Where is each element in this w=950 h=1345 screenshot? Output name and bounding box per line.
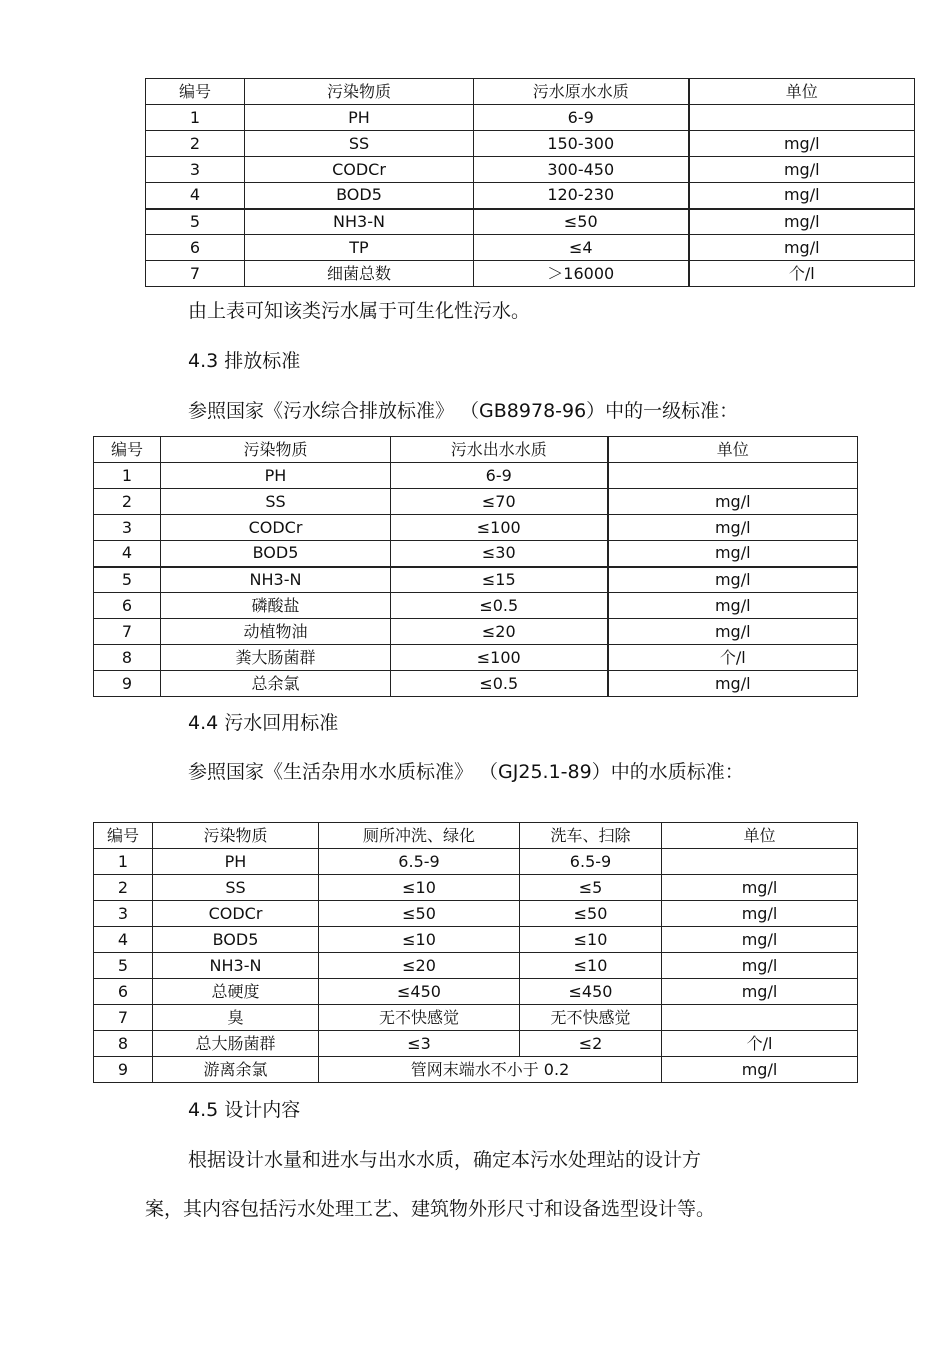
table-cell: 150-300 [474, 131, 689, 157]
table-row [94, 671, 858, 697]
table-cell: ≤10 [520, 927, 662, 953]
table-cell: ≤50 [474, 209, 689, 235]
table-cell: 6.5-9 [319, 849, 520, 875]
table-cell: 6 [94, 979, 153, 1005]
table-cell: 总硬度 [153, 979, 319, 1005]
table-row [94, 463, 858, 489]
table-cell: CODCr [245, 157, 474, 183]
table-cell: 300-450 [474, 157, 689, 183]
table-cell: mg/l [608, 567, 858, 593]
table-cell: ≤70 [391, 489, 608, 515]
table-cell: 磷酸盐 [161, 593, 391, 619]
table-cell: mg/l [689, 131, 915, 157]
table-cell: 1 [94, 849, 153, 875]
table-header-row [146, 79, 915, 105]
table-cell: 动植物油 [161, 619, 391, 645]
table-row [94, 515, 858, 541]
table-cell: ≤450 [319, 979, 520, 1005]
table-cell: ≤2 [520, 1031, 662, 1057]
merged-table-cell: 管网末端水不小于 0.2 [319, 1057, 662, 1083]
table-row [94, 927, 858, 953]
table-cell: mg/l [662, 979, 858, 1005]
table-row [94, 979, 858, 1005]
table-cell: 7 [146, 261, 245, 287]
table-cell: NH3-N [153, 953, 319, 979]
table-cell: 4 [94, 927, 153, 953]
table-cell: PH [161, 463, 391, 489]
table-cell: 6-9 [391, 463, 608, 489]
table-cell: 7 [94, 1005, 153, 1031]
discharge-standard-reference: 参照国家《污水综合排放标准》 （GB8978-96）中的一级标准： [188, 400, 739, 422]
table-header-row [94, 823, 858, 849]
table-cell: mg/l [662, 901, 858, 927]
raw-water-quality-table [145, 78, 915, 287]
header-cell: 污染物质 [245, 79, 474, 105]
table-cell: ≤0.5 [391, 671, 608, 697]
table-cell: 4 [94, 541, 161, 567]
header-cell: 污染物质 [153, 823, 319, 849]
table-cell: 6-9 [474, 105, 689, 131]
table-row [146, 105, 915, 131]
table-cell: mg/l [689, 157, 915, 183]
table-cell: NH3-N [245, 209, 474, 235]
table-cell: 7 [94, 619, 161, 645]
table-cell: 无不快感觉 [520, 1005, 662, 1031]
section-heading-4-5: 4.5 设计内容 [188, 1099, 301, 1121]
table-row [146, 131, 915, 157]
table-cell: ≤100 [391, 515, 608, 541]
table-cell: BOD5 [161, 541, 391, 567]
table-cell: 3 [94, 515, 161, 541]
table-cell: ≤50 [520, 901, 662, 927]
table-cell: 5 [94, 567, 161, 593]
section-heading-4-3: 4.3 排放标准 [188, 350, 301, 372]
header-cell: 单位 [608, 437, 858, 463]
table-cell: 6 [94, 593, 161, 619]
table-cell: CODCr [161, 515, 391, 541]
table-cell: ≤10 [319, 875, 520, 901]
table-cell: 3 [94, 901, 153, 927]
table-cell: mg/l [608, 489, 858, 515]
table-cell: mg/l [608, 619, 858, 645]
table-cell: mg/l [608, 593, 858, 619]
table-cell: 个/l [662, 1031, 858, 1057]
table-cell: PH [245, 105, 474, 131]
table-row [94, 567, 858, 593]
table-cell: ≤30 [391, 541, 608, 567]
table-cell: 9 [94, 671, 161, 697]
table-cell: NH3-N [161, 567, 391, 593]
discharge-standard-table [93, 436, 858, 697]
table-row [94, 593, 858, 619]
table-row [94, 1005, 858, 1031]
table-cell: 细菌总数 [245, 261, 474, 287]
table-row [94, 953, 858, 979]
header-cell: 单位 [689, 79, 915, 105]
table-cell: 2 [94, 489, 161, 515]
table-cell [662, 1005, 858, 1031]
table-row [146, 157, 915, 183]
design-content-paragraph-line2: 案，其内容包括污水处理工艺、建筑物外形尺寸和设备选型设计等。 [145, 1198, 716, 1220]
table-cell: 8 [94, 645, 161, 671]
header-cell: 洗车、扫除 [520, 823, 662, 849]
table-cell: 个/l [689, 261, 915, 287]
table-cell: ≤100 [391, 645, 608, 671]
table-cell: PH [153, 849, 319, 875]
table-row [94, 619, 858, 645]
table-row [146, 235, 915, 261]
header-cell: 厕所冲洗、绿化 [319, 823, 520, 849]
table-cell: BOD5 [245, 183, 474, 209]
table-cell: 1 [146, 105, 245, 131]
table-cell: 无不快感觉 [319, 1005, 520, 1031]
table-cell: 3 [146, 157, 245, 183]
table-cell: mg/l [662, 875, 858, 901]
table-cell: ≤10 [319, 927, 520, 953]
table-cell: mg/l [662, 1057, 858, 1083]
table-cell: mg/l [608, 671, 858, 697]
table-cell: 5 [146, 209, 245, 235]
table-row [94, 541, 858, 567]
table-cell [689, 105, 915, 131]
table-cell: mg/l [608, 515, 858, 541]
table-cell: TP [245, 235, 474, 261]
table-cell: 臭 [153, 1005, 319, 1031]
table-cell: ≤10 [520, 953, 662, 979]
header-cell: 编号 [94, 823, 153, 849]
table-cell: mg/l [608, 541, 858, 567]
table-row [94, 489, 858, 515]
table-cell: mg/l [689, 183, 915, 209]
table-cell: ＞16000 [474, 261, 689, 287]
table-cell: ≤3 [319, 1031, 520, 1057]
table-cell: 120-230 [474, 183, 689, 209]
table-row [94, 901, 858, 927]
header-cell: 污水出水水质 [391, 437, 608, 463]
table-cell: 总余氯 [161, 671, 391, 697]
table-cell: mg/l [662, 953, 858, 979]
table-cell: 2 [94, 875, 153, 901]
table-row [94, 875, 858, 901]
table-cell: mg/l [662, 927, 858, 953]
header-cell: 编号 [146, 79, 245, 105]
table-row [146, 209, 915, 235]
header-cell: 污水原水水质 [474, 79, 689, 105]
table-cell: ≤15 [391, 567, 608, 593]
table-cell: 粪大肠菌群 [161, 645, 391, 671]
table-cell: 8 [94, 1031, 153, 1057]
table-cell: 2 [146, 131, 245, 157]
table-row [94, 1057, 858, 1083]
reuse-standard-table [93, 822, 858, 1083]
header-cell: 污染物质 [161, 437, 391, 463]
table-cell: SS [153, 875, 319, 901]
section-heading-4-4: 4.4 污水回用标准 [188, 712, 339, 734]
table-cell: 4 [146, 183, 245, 209]
table-cell: 个/l [608, 645, 858, 671]
table-cell: ≤5 [520, 875, 662, 901]
table-cell [662, 849, 858, 875]
table-cell: SS [245, 131, 474, 157]
table-row [94, 645, 858, 671]
table-cell: 6 [146, 235, 245, 261]
table-cell: ≤20 [391, 619, 608, 645]
table-row [94, 1031, 858, 1057]
table-cell: 游离余氯 [153, 1057, 319, 1083]
table-cell: mg/l [689, 209, 915, 235]
table-cell: 6.5-9 [520, 849, 662, 875]
table-cell: 9 [94, 1057, 153, 1083]
table-cell: mg/l [689, 235, 915, 261]
table-row [94, 849, 858, 875]
table-cell: CODCr [153, 901, 319, 927]
table-cell: ≤450 [520, 979, 662, 1005]
table-row [146, 183, 915, 209]
table-cell [608, 463, 858, 489]
table-header-row [94, 437, 858, 463]
table-cell: 5 [94, 953, 153, 979]
table-cell: 1 [94, 463, 161, 489]
design-content-paragraph-line1: 根据设计水量和进水与出水水质，确定本污水处理站的设计方 [188, 1149, 702, 1171]
header-cell: 编号 [94, 437, 161, 463]
table-cell: SS [161, 489, 391, 515]
table-cell: BOD5 [153, 927, 319, 953]
table-cell: 总大肠菌群 [153, 1031, 319, 1057]
table-cell: ≤20 [319, 953, 520, 979]
header-cell: 单位 [662, 823, 858, 849]
table-cell: ≤0.5 [391, 593, 608, 619]
table-cell: ≤4 [474, 235, 689, 261]
reuse-standard-reference: 参照国家《生活杂用水水质标准》 （GJ25.1-89）中的水质标准： [188, 761, 744, 783]
conclusion-paragraph: 由上表可知该类污水属于可生化性污水。 [188, 300, 531, 322]
table-row [146, 261, 915, 287]
table-cell: ≤50 [319, 901, 520, 927]
